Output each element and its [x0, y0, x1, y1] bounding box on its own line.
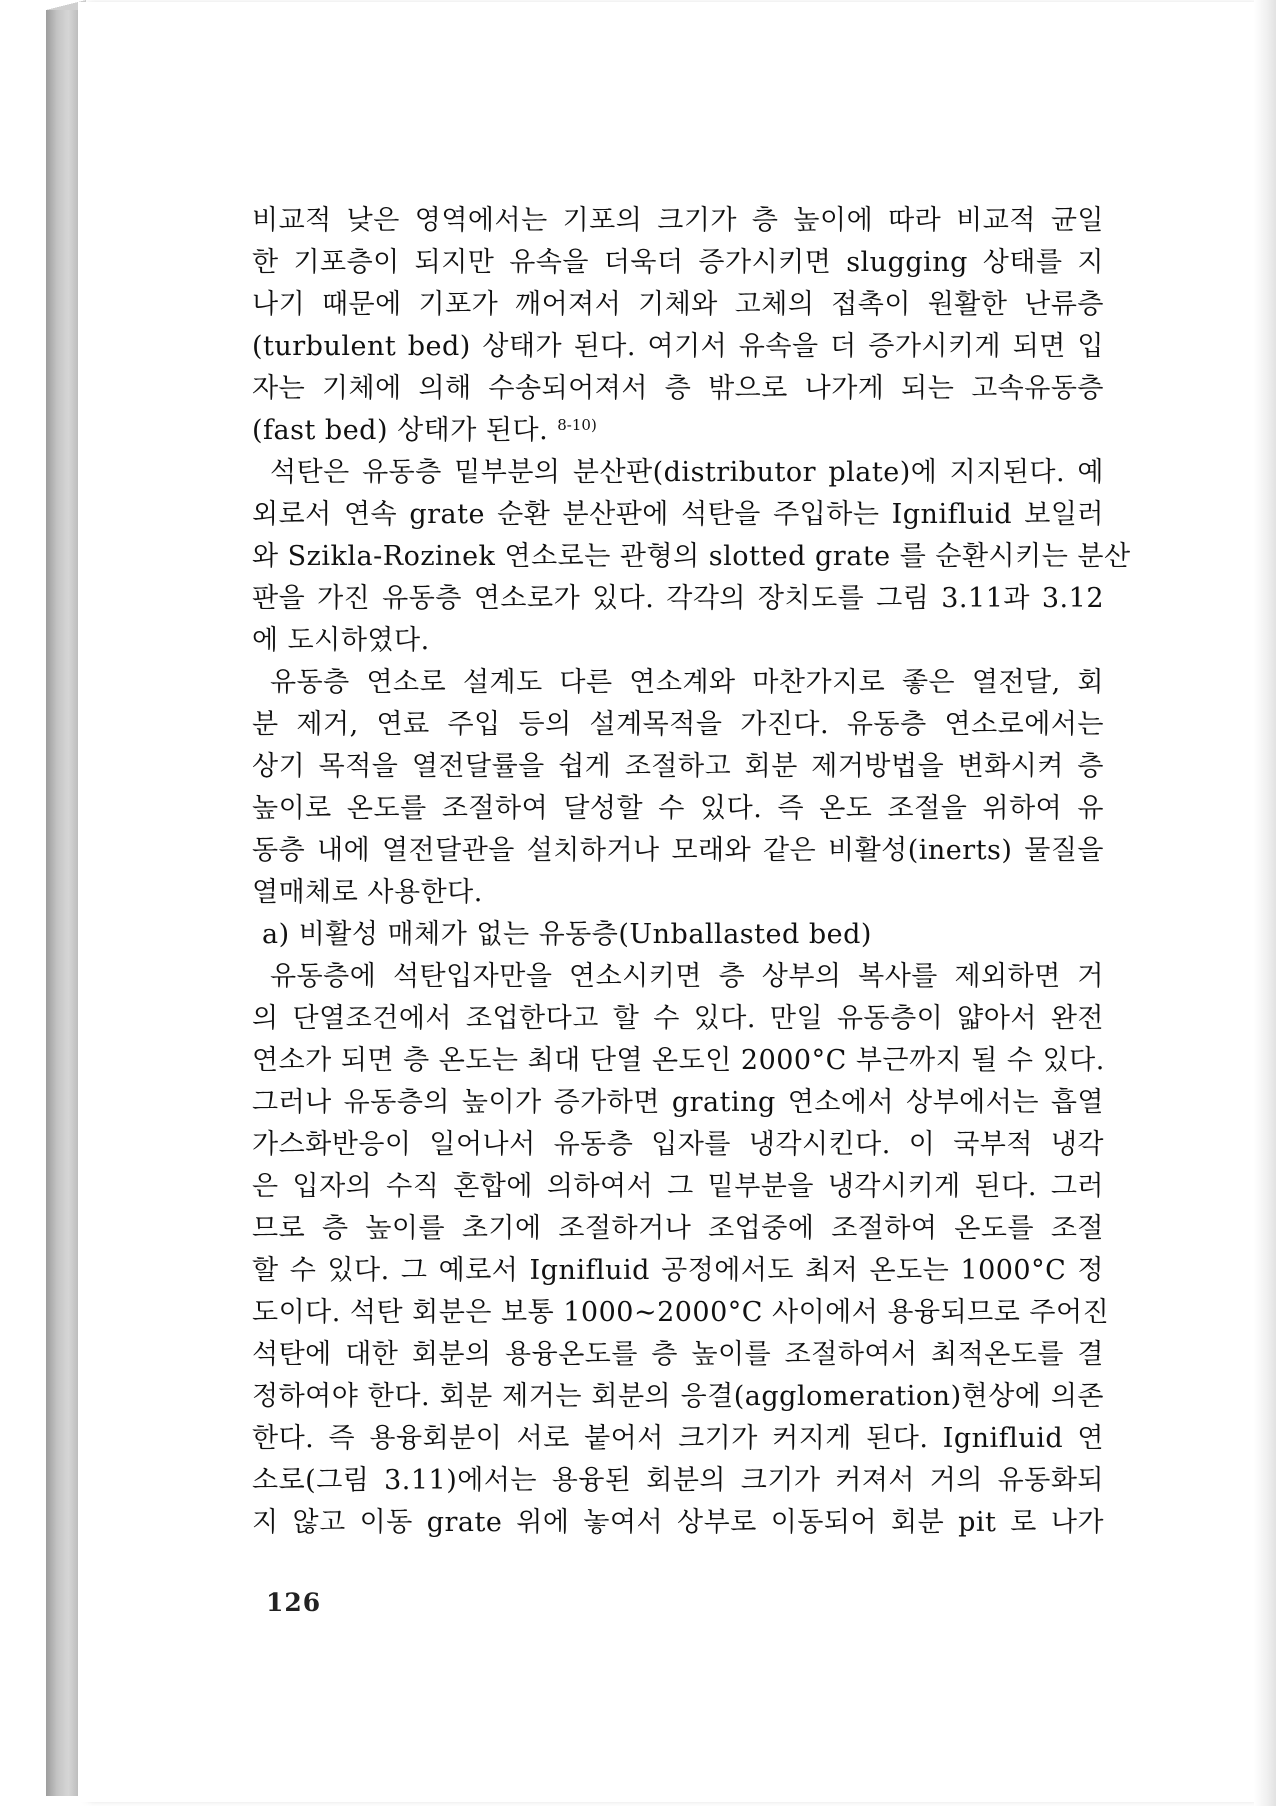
- text-line: 외로서 연속 grate 순환 분산판에 석탄을 주입하는 Ignifluid 보일러: [252, 499, 1104, 530]
- text-line: 그러나 유동층의 높이가 증가하면 grating 연소에서 상부에서는 흡열: [252, 1087, 1104, 1118]
- text-line: 도이다. 석탄 회분은 보통 1000∼2000°C 사이에서 용융되므로 주어진: [252, 1297, 1110, 1328]
- text-line: 은 입자의 수직 혼합에 의하여서 그 밑부분을 냉각시키게 된다. 그러: [252, 1171, 1104, 1202]
- citation-reference: 8-10): [557, 416, 597, 434]
- text-line: 석탄에 대한 회분의 용융온도를 층 높이를 조절하여서 최적온도를 결: [252, 1339, 1104, 1370]
- text-line: 한 기포층이 되지만 유속을 더욱더 증가시키면 slugging 상태를 지: [252, 247, 1104, 278]
- text-line: 비교적 낮은 영역에서는 기포의 크기가 층 높이에 따라 비교적 균일: [252, 205, 1104, 236]
- paragraph-1: [252, 200, 1104, 452]
- paragraph-2: [252, 452, 1131, 662]
- section-heading: a) 비활성 매체가 없는 유동층(Unballasted bed): [262, 919, 872, 950]
- text-line: 연소가 되면 층 온도는 최대 단열 온도인 2000°C 부근까지 될 수 있다.: [252, 1045, 1105, 1076]
- text-line: 정하여야 한다. 회분 제거는 회분의 응결(agglomeration)현상에 의존: [252, 1381, 1104, 1412]
- text-line: 석탄은 유동층 밑부분의 분산판(distributor plate)에 지지된다. 예: [270, 457, 1104, 488]
- book-spine: [46, 6, 79, 1796]
- page-edge-shadow: [1254, 0, 1276, 1806]
- text-line: 자는 기체에 의해 수송되어져서 층 밖으로 나가게 되는 고속유동층: [252, 373, 1104, 404]
- page-text: [252, 200, 1131, 1544]
- text-line: 높이로 온도를 조절하여 달성할 수 있다. 즉 온도 조절을 위하여 유: [252, 793, 1104, 824]
- text-line: 에 도시하였다.: [252, 625, 430, 656]
- text-line: 소로(그림 3.11)에서는 용융된 회분의 크기가 커져서 거의 유동화되: [252, 1465, 1104, 1496]
- text-line: (turbulent bed) 상태가 된다. 여기서 유속을 더 증가시키게 되면 입: [252, 331, 1104, 362]
- text-line: 지 않고 이동 grate 위에 놓여서 상부로 이동되어 회분 pit 로 나가: [252, 1507, 1104, 1538]
- text-line: 할 수 있다. 그 예로서 Ignifluid 공정에서도 최저 온도는 1000°C 정: [252, 1255, 1104, 1286]
- text-line: 판을 가진 유동층 연소로가 있다. 각각의 장치도를 그림 3.11과 3.12: [252, 583, 1104, 614]
- text-line: 므로 층 높이를 초기에 조절하거나 조업중에 조절하여 온도를 조절: [252, 1213, 1104, 1244]
- text-fragment: (fast bed) 상태가 된다.: [252, 415, 549, 446]
- text-line: 분 제거, 연료 주입 등의 설계목적을 가진다. 유동층 연소로에서는: [252, 709, 1104, 740]
- text-line: 유동층에 석탄입자만을 연소시키면 층 상부의 복사를 제외하면 거: [270, 961, 1104, 992]
- text-line: 열매체로 사용한다.: [252, 877, 483, 908]
- text-line: 나기 때문에 기포가 깨어져서 기체와 고체의 접촉이 원활한 난류층: [252, 289, 1104, 320]
- paragraph-4: [252, 956, 1110, 1544]
- text-line: 상기 목적을 열전달률을 쉽게 조절하고 회분 제거방법을 변화시켜 층: [252, 751, 1104, 782]
- text-line: 한다. 즉 용융회분이 서로 붙어서 크기가 커지게 된다. Ignifluid 연: [252, 1423, 1104, 1454]
- text-line: 의 단열조건에서 조업한다고 할 수 있다. 만일 유동층이 얇아서 완전: [252, 1003, 1104, 1034]
- text-line: 와 Szikla-Rozinek 연소로는 관형의 slotted grate 를 순환시키는 분산: [252, 541, 1131, 572]
- text-line: 가스화반응이 일어나서 유동층 입자를 냉각시킨다. 이 국부적 냉각: [252, 1129, 1104, 1160]
- paragraph-3: [252, 662, 1104, 914]
- text-line: [252, 410, 1104, 452]
- text-line: 유동층 연소로 설계도 다른 연소계와 마찬가지로 좋은 열전달, 회: [270, 667, 1104, 698]
- page-number: 126: [266, 1588, 322, 1617]
- text-line: 동층 내에 열전달관을 설치하거나 모래와 같은 비활성(inerts) 물질을: [252, 835, 1104, 866]
